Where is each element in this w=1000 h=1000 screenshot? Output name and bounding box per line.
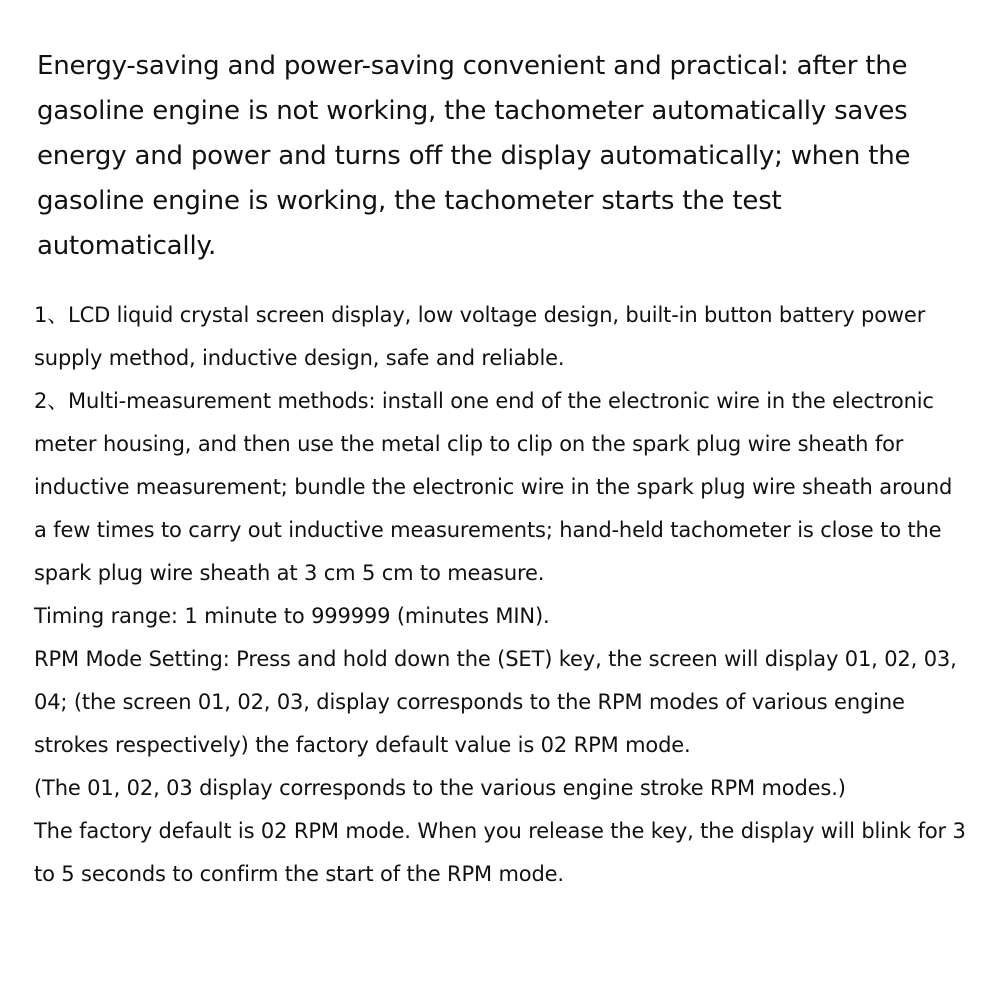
rpm-mode-setting: RPM Mode Setting: Press and hold down the (SET) key, the screen will display 01, 02, 03, 04; (the screen 01, 02, 03, display corresponds to the RPM modes of various engine strokes respectively) the factory default value is 02 RPM mode. (34, 647, 957, 757)
feature-item-measurement: 2、Multi-measurement methods: install one end of the electronic wire in the electronic meter housing, and then use the metal clip to clip on the spark plug wire sheath for inductive measurement; bundle the electronic wire in the spark plug wire sheath around a few times to carry out inductive measurements; hand-held tachometer is close to the spark plug wire sheath at 3 cm 5 cm to measure. (34, 389, 953, 585)
rpm-mode-note: (The 01, 02, 03 display corresponds to the various engine stroke RPM modes.) (34, 776, 846, 800)
feature-item-lcd: 1、LCD liquid crystal screen display, low voltage design, built-in button battery power supply method, inductive design, safe and reliable. (34, 303, 926, 370)
timing-range: Timing range: 1 minute to 999999 (minutes MIN). (34, 604, 550, 628)
details-section (34, 294, 969, 896)
factory-default-note: The factory default is 02 RPM mode. When you release the key, the display will blink for 3 to 5 seconds to confirm the start of the RPM mode. (34, 819, 966, 886)
intro-paragraph: Energy-saving and power-saving convenient and practical: after the gasoline engine is not working, the tachometer automatically saves energy and power and turns off the display automatically; when the gasoline engine is working, the tachometer starts the test automatically. (37, 51, 911, 261)
